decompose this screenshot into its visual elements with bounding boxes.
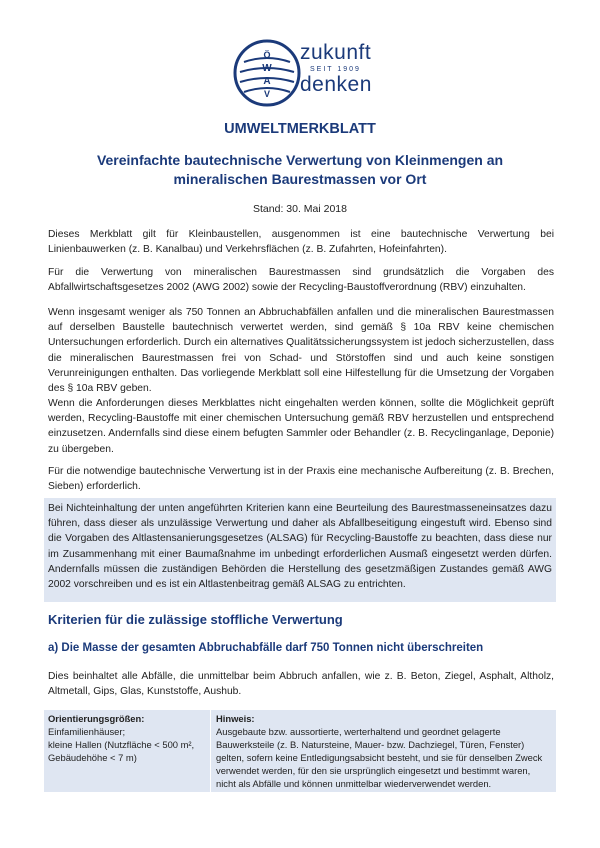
logo-wordmark <box>300 42 372 96</box>
paragraph: Wenn die Anforderungen dieses Merkblattes nicht eingehalten werden können, sollte die Möglichkeit geprüft werden, Recycling-Baustoffe mit einer chemischen Untersuchung gemäß RBV herzustellen und entsprechend einzusetzen. Andernfalls sind diese einem befugten Sammler oder Behandler (z. B. Recyclinganlage, Deponie) zu übergeben. <box>48 398 554 455</box>
paragraph: Dieses Merkblatt gilt für Kleinbaustellen, ausgenommen ist eine bautechnische Verwertung bei Linienbauwerken (z. B. Kanalbau) und Verkehrsflächen (z. B. Zufahrten, Hofeinfahrten). <box>48 229 554 256</box>
monogram-letter: V <box>263 89 271 99</box>
orientation-heading: Orientierungsgrößen: <box>48 713 145 724</box>
note-text: Ausgebaute bzw. aussortierte, werterhaltend und geordnet gelagerte Bauwerksteile (z. B. Natursteine, Mauer- bzw. Dachziegel, Türen, Fenster) gelten, sofern keine Entledigungsabsicht besteht, und sie für denselben Zweck verwendet werden, für den sie ursprünglich eingesetzt und bestimmt waren, nicht als Abfälle und können unmittelbar wiederverwendet werden. <box>216 726 543 789</box>
orientation-cell <box>44 710 211 792</box>
logo-line-3: denken <box>300 73 372 96</box>
document-subtitle: Vereinfachte bautechnische Verwertung von Kleinmengen an mineralischen Baurestmassen vor Ort <box>96 152 504 187</box>
monogram-letter: W <box>262 63 272 74</box>
subsection-text: Dies beinhaltet alle Abfälle, die unmittelbar beim Abbruch anfallen, wie z. B. Beton, Ziegel, Asphalt, Altholz, Altmetall, Gips, Glas, Kunststoffe, Aushub. <box>48 671 554 698</box>
monogram-letter: Ö <box>263 50 271 60</box>
logo-line-2: SEIT 1909 <box>310 66 361 73</box>
document-date: Stand: 30. Mai 2018 <box>253 203 347 215</box>
warning-box <box>44 498 556 602</box>
paragraph: Wenn insgesamt weniger als 750 Tonnen an Abbruchabfällen anfallen und die mineralischen Baurestmassen auf derselben Baustelle bautechnisch verwertet werden, sind gemäß § 10a RBV keine chemischen Untersuchungen erforderlich. Durch ein alternatives Qualitätssicherungssystem ist jedoch sicherzustellen, dass die mineralischen Baurestmassen frei von Schad- und Störstoffen sind und auch keine sonstigen Verunreinigungen enthalten. Das vorliegende Merkblatt soll eine Hilfestellung für die Umsetzung der Vorgaben des § 10a RBV geben. <box>48 307 554 395</box>
subsection-heading: a) Die Masse der gesamten Abbruchabfälle darf 750 Tonnen nicht überschreiten <box>48 642 484 654</box>
document-title: UMWELTMERKBLATT <box>224 121 376 137</box>
orientation-line: Einfamilienhäuser; <box>48 726 126 737</box>
monogram-letter: A <box>263 76 271 87</box>
paragraph: Für die Verwertung von mineralischen Baurestmassen sind grundsätzlich die Vorgaben des Abfallwirtschaftsgesetzes 2002 (AWG 2002) sowie der Recycling-Baustoffverordnung (RBV) einzuhalten. <box>48 267 554 294</box>
warning-text: Bei Nichteinhaltung der unten angeführten Kriterien kann eine Beurteilung des Baurestmasseneinsatzes dazu führen, dass dieser als unzulässige Verwertung und daher als Abfallbeseitigung eingestuft wird. Ebenso sind die Vorgaben des Altlastensanierungsgesetzes (ALSAG) für Recycling-Baustoffe zu beachten, dass diese nur im Zusammenhang mit einer Baumaßnahme im unbedingt erforderlichen Ausmaß eingesetzt werden dürfen. Andernfalls müssen die zuständigen Behörden die Herstellung des gesetzmäßigen Zustandes gemäß AWG 2002 vorschreiben und es ist ein Altlastenbeitrag gemäß ALSAG zu entrichten. <box>48 503 552 591</box>
oewav-emblem-icon <box>232 38 302 108</box>
section-heading: Kriterien für die zulässige stoffliche Verwertung <box>48 612 343 627</box>
info-table <box>44 710 556 792</box>
note-cell <box>211 710 557 792</box>
paragraph: Für die notwendige bautechnische Verwertung ist in der Praxis eine mechanische Aufbereitung (z. B. Brechen, Sieben) erforderlich. <box>48 466 554 493</box>
orientation-line: kleine Hallen (Nutzfläche < 500 m², Gebäudehöhe < 7 m) <box>48 739 195 763</box>
note-heading: Hinweis: <box>216 713 255 724</box>
logo-line-1: zukunft <box>300 41 372 64</box>
